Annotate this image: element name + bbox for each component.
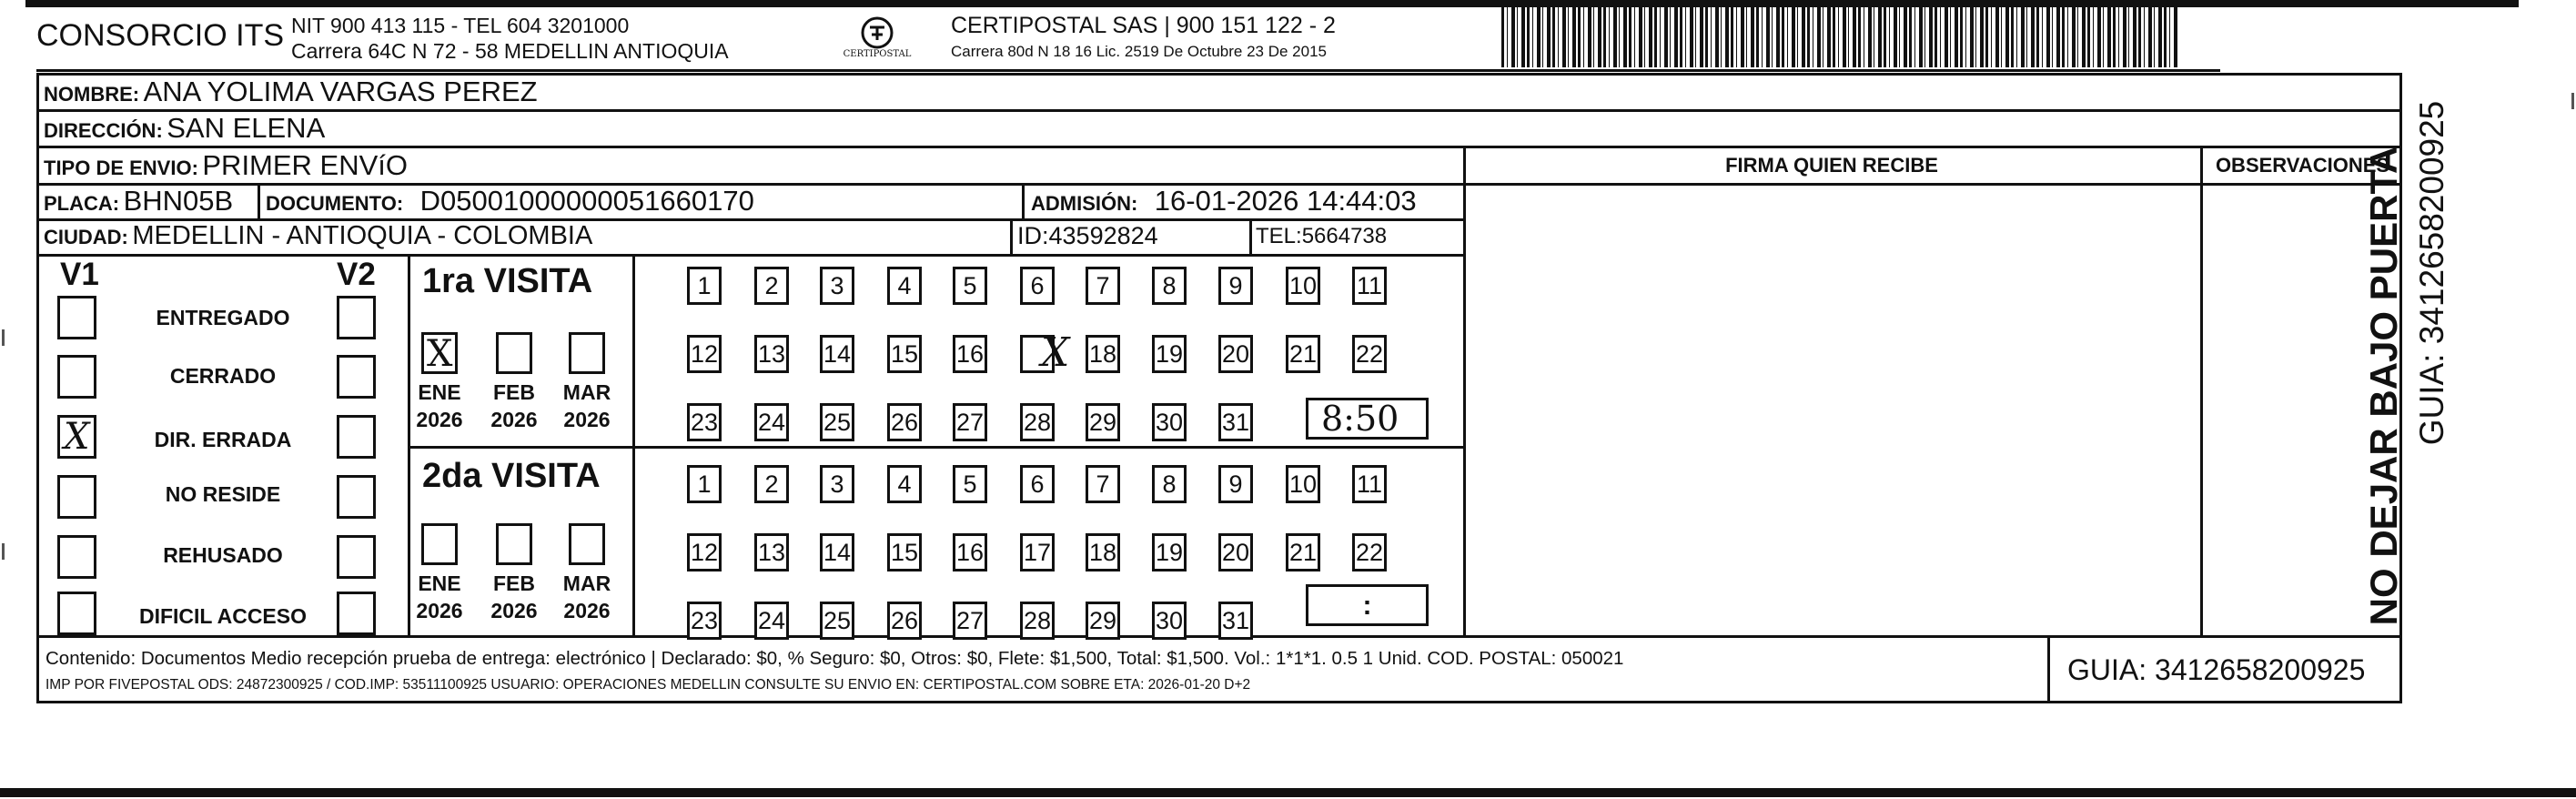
- status-dir-errada: DIR. ERRADA: [154, 428, 292, 451]
- margin-tick: [2, 543, 5, 560]
- ciudad-value: MEDELLIN - ANTIOQUIA - COLOMBIA: [132, 221, 593, 250]
- visit1-month-ene-box[interactable]: [421, 332, 458, 374]
- visit2-month-feb-box[interactable]: [496, 523, 532, 565]
- tipo-value: PRIMER ENVíO: [202, 149, 409, 181]
- visit1-title: 1ra VISITA: [422, 262, 593, 300]
- visit2-day-box[interactable]: 1: [687, 465, 722, 503]
- tel-value: 5664738: [1301, 224, 1388, 248]
- v1-dir-errada-mark: X: [64, 416, 90, 458]
- visit1-year-label: 2026: [416, 408, 463, 431]
- admision-value: 16-01-2026 14:44:03: [1154, 185, 1417, 217]
- visit1-day-box[interactable]: 8: [1152, 267, 1187, 305]
- visit1-day-box[interactable]: 13: [754, 335, 789, 373]
- visit2-day-box[interactable]: 11: [1352, 465, 1387, 503]
- visit1-day-box[interactable]: 11: [1352, 267, 1387, 305]
- visit1-day-box[interactable]: 20: [1218, 335, 1253, 373]
- company-name: CONSORCIO ITS: [36, 18, 285, 53]
- visit2-month-label-feb: FEB: [493, 571, 535, 595]
- visit2-time-value: :: [1362, 591, 1372, 621]
- visit1-day-box[interactable]: 22: [1352, 335, 1387, 373]
- placa-value: BHN05B: [123, 185, 234, 217]
- visit2-day-box[interactable]: 6: [1020, 465, 1055, 503]
- v2-entregado-checkbox[interactable]: [337, 296, 376, 339]
- company-address: Carrera 64C N 72 - 58 MEDELLIN ANTIOQUIA: [291, 39, 729, 63]
- visit2-day-box[interactable]: 16: [953, 533, 987, 571]
- v1-label: V1: [60, 257, 99, 292]
- documento-label: DOCUMENTO:: [266, 192, 404, 215]
- visit2-day-box[interactable]: 20: [1218, 533, 1253, 571]
- visit1-month-label-feb: FEB: [493, 380, 535, 404]
- visit1-day-box[interactable]: 16: [953, 335, 987, 373]
- firma-label: FIRMA QUIEN RECIBE: [1725, 154, 1938, 177]
- observaciones-label: OBSERVACIONES: [2215, 154, 2390, 177]
- column-rule: [1249, 218, 1252, 254]
- visit2-year-label: 2026: [416, 599, 463, 622]
- footer-guia: GUIA: 3412658200925: [2067, 653, 2366, 686]
- column-rule: [2200, 146, 2203, 636]
- status-rehusado: REHUSADO: [163, 543, 283, 567]
- visit1-day-box[interactable]: 21: [1286, 335, 1320, 373]
- v2-rehusado-checkbox[interactable]: [337, 535, 376, 579]
- column-rule: [258, 183, 260, 218]
- logo-text: CERTIPOSTAL: [843, 49, 912, 59]
- visit1-day-box[interactable]: 29: [1086, 403, 1120, 441]
- status-no-reside: NO RESIDE: [165, 482, 281, 506]
- admision-label: ADMISIÓN:: [1031, 192, 1138, 215]
- visit2-day-box[interactable]: 22: [1352, 533, 1387, 571]
- imp-text: IMP POR FIVEPOSTAL ODS: 24872300925 / COD.IMP: 53511100925 USUARIO: OPERACIONES MEDELLIN CONSULTE SU ENVIO EN: CERTIPOSTAL.COM SOBRE ETA: 2026-01-20 D+2: [45, 677, 1251, 693]
- nombre-label: NOMBRE:: [44, 83, 140, 106]
- visit1-day-box[interactable]: 3: [820, 267, 854, 305]
- column-rule: [2047, 635, 2050, 703]
- v2-label: V2: [337, 257, 376, 292]
- id-label: ID:: [1017, 222, 1049, 249]
- visit1-day-box[interactable]: 1: [687, 267, 722, 305]
- margin-tick: [2571, 93, 2574, 109]
- visit1-day-box[interactable]: 4: [887, 267, 922, 305]
- visit1-month-label-mar: MAR: [562, 380, 611, 404]
- visit1-day-box[interactable]: 27: [953, 403, 987, 441]
- status-cerrado: CERRADO: [169, 364, 277, 388]
- visit2-day-box[interactable]: 3: [820, 465, 854, 503]
- v1-no-reside-checkbox[interactable]: [57, 475, 96, 519]
- visit2-year-label: 2026: [490, 599, 538, 622]
- visit2-day-box[interactable]: 30: [1152, 602, 1187, 640]
- carrier-name: CERTIPOSTAL SAS | 900 151 122 - 2: [951, 13, 1336, 38]
- visit2-day-box[interactable]: 8: [1152, 465, 1187, 503]
- v1-dificil-acceso-checkbox[interactable]: [57, 592, 96, 635]
- visit1-month-mar-box[interactable]: [569, 332, 605, 374]
- visit2-title: 2da VISITA: [422, 457, 601, 495]
- column-rule: [632, 254, 635, 636]
- nombre-value: ANA YOLIMA VARGAS PEREZ: [143, 76, 538, 107]
- visit2-month-label-mar: MAR: [562, 571, 611, 595]
- documento-field: [266, 185, 754, 217]
- contenido-text: Contenido: Documentos Medio recepción prueba de entrega: electrónico | Declarado: $0, % Seguro: $0, Otros: $0, Flete: $1,500, Total: $1,500. Vol.: 1*1*1. 0.5 1 Unid. COD. POSTAL: 050021: [45, 648, 1624, 669]
- visit1-month-feb-box[interactable]: [496, 332, 532, 374]
- visit2-day-box[interactable]: 28: [1020, 602, 1055, 640]
- tipo-label: TIPO DE ENVIO:: [44, 157, 198, 179]
- visit1-time-box[interactable]: [1306, 398, 1429, 440]
- bottom-border: [0, 788, 2576, 797]
- v1-cerrado-checkbox[interactable]: [57, 355, 96, 399]
- visit1-day-box[interactable]: 19: [1152, 335, 1187, 373]
- visit2-day-box[interactable]: 23: [687, 602, 722, 640]
- visit2-day-box[interactable]: 18: [1086, 533, 1120, 571]
- visit2-day-box[interactable]: 5: [953, 465, 987, 503]
- column-rule: [1010, 218, 1013, 254]
- visit1-day-box[interactable]: 31: [1218, 403, 1253, 441]
- visit1-day-box[interactable]: 6: [1020, 267, 1055, 305]
- visit1-day-box[interactable]: 23: [687, 403, 722, 441]
- visit2-day-box[interactable]: 26: [887, 602, 922, 640]
- direccion-value: SAN ELENA: [167, 112, 326, 144]
- barcode: [1501, 7, 2179, 67]
- nombre-field: [44, 76, 538, 108]
- visit1-day-box[interactable]: 10: [1286, 267, 1320, 305]
- certipostal-logo: [835, 13, 919, 66]
- visit2-day-box[interactable]: 14: [820, 533, 854, 571]
- visit2-day-box[interactable]: 13: [754, 533, 789, 571]
- id-value: 43592824: [1048, 222, 1158, 249]
- visit1-month-mark: X: [427, 333, 453, 375]
- visit1-day-box[interactable]: 9: [1218, 267, 1253, 305]
- placa-label: PLACA:: [44, 192, 120, 215]
- column-rule: [1022, 183, 1025, 218]
- status-dificil-acceso: DIFICIL ACCESO: [138, 604, 307, 628]
- visit1-day-box[interactable]: 12: [687, 335, 722, 373]
- visit1-day-box[interactable]: 24: [754, 403, 789, 441]
- v2-dir-errada-checkbox[interactable]: [337, 415, 376, 459]
- header-bottom-rule: [36, 69, 2220, 72]
- visit2-day-box[interactable]: 25: [820, 602, 854, 640]
- visit2-day-box[interactable]: 4: [887, 465, 922, 503]
- ciudad-field: [44, 221, 592, 251]
- visit1-time-value: 8:50: [1321, 399, 1399, 439]
- visit2-day-box[interactable]: 21: [1286, 533, 1320, 571]
- visit1-day-box[interactable]: 2: [754, 267, 789, 305]
- tipo-field: [44, 149, 408, 182]
- visit1-day-box[interactable]: 7: [1086, 267, 1120, 305]
- v2-no-reside-checkbox[interactable]: [337, 475, 376, 519]
- placa-field: [44, 185, 233, 217]
- margin-tick: [2, 329, 5, 346]
- direccion-field: [44, 112, 325, 145]
- row-rule: [36, 146, 2402, 148]
- visit2-day-box[interactable]: 29: [1086, 602, 1120, 640]
- visit1-month-label-ene: ENE: [418, 380, 461, 404]
- visit2-day-box[interactable]: 31: [1218, 602, 1253, 640]
- visit2-day-box[interactable]: 17: [1020, 533, 1055, 571]
- side-guia: GUIA: 3412658200925: [2413, 100, 2450, 446]
- column-rule: [1463, 146, 1466, 636]
- ciudad-label: CIUDAD:: [44, 226, 128, 248]
- visit2-month-mar-box[interactable]: [569, 523, 605, 565]
- v1-rehusado-checkbox[interactable]: [57, 535, 96, 579]
- documento-value: D05001000000051660170: [419, 185, 754, 217]
- visit1-year-label: 2026: [563, 408, 611, 431]
- visit1-day-box[interactable]: 15: [887, 335, 922, 373]
- side-no-dejar: NO DEJAR BAJO PUERTA: [2362, 146, 2405, 626]
- visit1-day-box[interactable]: 25: [820, 403, 854, 441]
- admision-field: [1031, 185, 1417, 217]
- visit2-day-box[interactable]: 15: [887, 533, 922, 571]
- visit2-day-box[interactable]: 12: [687, 533, 722, 571]
- visit2-day-box[interactable]: 19: [1152, 533, 1187, 571]
- direccion-label: DIRECCIÓN:: [44, 119, 163, 142]
- visit1-day-17-mark: X: [1041, 329, 1070, 376]
- visit2-day-box[interactable]: 24: [754, 602, 789, 640]
- v2-cerrado-checkbox[interactable]: [337, 355, 376, 399]
- company-nit: NIT 900 413 115 - TEL 604 3201000: [291, 14, 630, 37]
- visit2-day-box[interactable]: 7: [1086, 465, 1120, 503]
- visit1-day-box[interactable]: 18: [1086, 335, 1120, 373]
- row-rule: [36, 109, 2402, 112]
- visit1-day-box[interactable]: 28: [1020, 403, 1055, 441]
- v1-dir-errada-checkbox[interactable]: [57, 415, 96, 459]
- row-rule: [36, 254, 1465, 257]
- visit1-day-box[interactable]: 26: [887, 403, 922, 441]
- visit2-time-box[interactable]: [1306, 584, 1429, 626]
- carrier-license: Carrera 80d N 18 16 Lic. 2519 De Octubre 23 De 2015: [951, 43, 1327, 60]
- top-border: [25, 0, 2519, 7]
- v2-dificil-acceso-checkbox[interactable]: [337, 592, 376, 635]
- row-rule: [1463, 183, 2402, 186]
- visit1-year-label: 2026: [490, 408, 538, 431]
- visit1-day-box[interactable]: 30: [1152, 403, 1187, 441]
- visit2-month-ene-box[interactable]: [421, 523, 458, 565]
- v1-entregado-checkbox[interactable]: [57, 296, 96, 339]
- status-entregado: ENTREGADO: [156, 306, 290, 329]
- row-rule: [410, 446, 1465, 449]
- id-field: [1017, 222, 1158, 250]
- visit2-day-box[interactable]: 27: [953, 602, 987, 640]
- tel-field: [1256, 224, 1387, 249]
- visit2-day-box[interactable]: 10: [1286, 465, 1320, 503]
- visit2-day-box[interactable]: 2: [754, 465, 789, 503]
- tel-label: TEL:: [1256, 224, 1302, 248]
- visit2-day-box[interactable]: 9: [1218, 465, 1253, 503]
- visit1-day-box[interactable]: 5: [953, 267, 987, 305]
- visit1-day-box[interactable]: 14: [820, 335, 854, 373]
- visit2-year-label: 2026: [563, 599, 611, 622]
- visit2-month-label-ene: ENE: [418, 571, 461, 595]
